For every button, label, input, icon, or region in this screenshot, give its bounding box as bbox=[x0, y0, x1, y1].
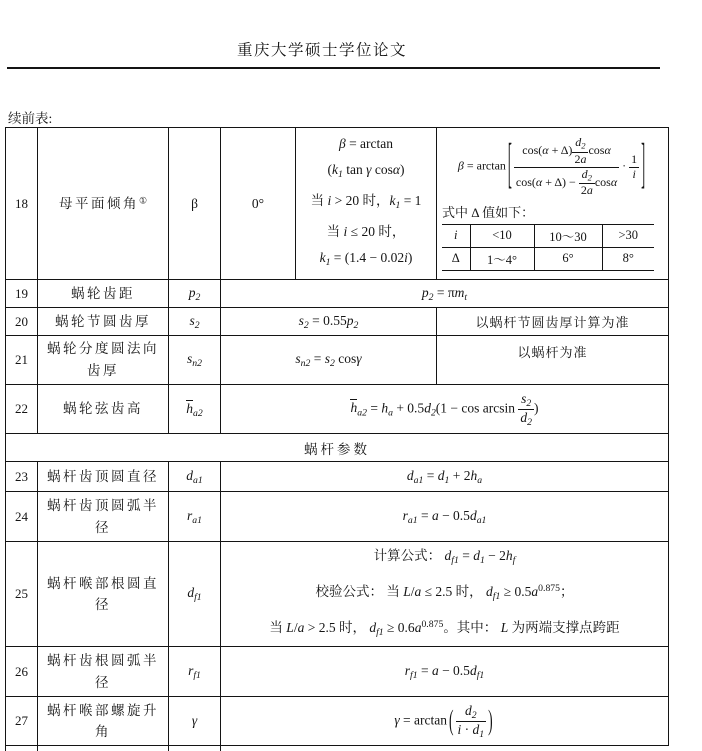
parameter-table bbox=[5, 127, 669, 751]
formula-line: 校验公式： 当 L/a ≤ 2.5 时， $d_{f1} \ge 0.5a^{0.875}$； bbox=[315, 582, 574, 602]
table-row-18 bbox=[6, 128, 669, 280]
param-symbol: β bbox=[169, 128, 221, 280]
partial-cell bbox=[437, 746, 669, 751]
param-name: 齿厚 bbox=[87, 363, 119, 378]
row-number: 24 bbox=[6, 492, 38, 542]
page-title: 重庆大学硕士学位论文 bbox=[236, 42, 407, 59]
remark-cell: 以蜗杆为准 bbox=[437, 336, 669, 385]
param-symbol: $p_2$ bbox=[169, 280, 221, 308]
param-name: 径 bbox=[95, 674, 111, 690]
row-number: 22 bbox=[6, 385, 38, 434]
delta-header-gt30: >30 bbox=[602, 224, 654, 247]
partial-cell bbox=[221, 746, 296, 751]
row-number: 21 bbox=[6, 336, 38, 385]
param-name: 蜗轮齿距 bbox=[71, 285, 135, 301]
param-name-cell bbox=[38, 542, 169, 647]
remark-cell: 以蜗杆节圆齿厚计算为准 bbox=[437, 308, 669, 336]
param-name: 蜗杆喉部根圆直 bbox=[47, 575, 159, 591]
row-number: 27 bbox=[6, 697, 38, 746]
delta-table-header-row bbox=[442, 224, 654, 247]
delta-table bbox=[442, 224, 654, 271]
param-symbol: $d_{f1}$ bbox=[169, 542, 221, 647]
row-number: 23 bbox=[6, 462, 38, 492]
formula-line: 当 i > 20 时，$k_1 = 1$ bbox=[310, 193, 422, 211]
delta-values-note: 式中 Δ 值如下： bbox=[442, 204, 535, 220]
param-symbol: γ bbox=[169, 697, 221, 746]
row-number: 20 bbox=[6, 308, 38, 336]
delta-header-lt10: <10 bbox=[470, 224, 534, 247]
param-symbol: $s_2$ bbox=[169, 308, 221, 336]
formula-cell: γ = arctan ( $\frac{d_2}{i \cdot d_1}$ ) bbox=[221, 697, 669, 746]
formula-line: ($k_1$ tan γ cosα) bbox=[327, 162, 405, 181]
param-name: 径 bbox=[95, 597, 111, 613]
param-name: 蜗轮分度圆法向 bbox=[47, 341, 159, 357]
param-symbol: $h_{a2}$ bbox=[169, 385, 221, 434]
formula-cell: $s_{n2} = s_2$ cosγ bbox=[221, 336, 437, 385]
beta-initial-value: 0° bbox=[221, 128, 296, 280]
formula-line: β = arctan bbox=[338, 136, 394, 152]
delta-label: Δ bbox=[442, 247, 470, 270]
param-name-cell bbox=[38, 336, 169, 385]
partial-cell bbox=[6, 746, 38, 751]
table-row-19 bbox=[6, 280, 669, 308]
section-header-row bbox=[6, 434, 669, 462]
param-name-cell bbox=[38, 385, 169, 434]
param-name-cell bbox=[38, 697, 169, 746]
formula-cell: $r_{f1} = a - 0.5d_{f1}$ bbox=[221, 647, 669, 697]
footnote-marker: ① bbox=[138, 195, 148, 206]
param-symbol: $s_{n2}$ bbox=[169, 336, 221, 385]
param-name: 母平面倾角① bbox=[58, 195, 148, 211]
delta-value-2: 6° bbox=[534, 247, 602, 270]
formula-cell: $d_{a1} = d_1 + 2h_a$ bbox=[221, 462, 669, 492]
row-number: 26 bbox=[6, 647, 38, 697]
param-name: 角 bbox=[95, 724, 111, 740]
row-number: 18 bbox=[6, 128, 38, 280]
row-number: 25 bbox=[6, 542, 38, 647]
partial-cell bbox=[38, 746, 169, 751]
param-name: 蜗轮弦齿高 bbox=[63, 401, 143, 417]
param-name: 蜗轮节圆齿厚 bbox=[55, 313, 151, 329]
table-row-23 bbox=[6, 462, 669, 492]
partial-cell bbox=[169, 746, 221, 751]
param-name: 径 bbox=[95, 519, 111, 535]
table-row-27 bbox=[6, 697, 669, 746]
delta-header-10to30: 10～30 bbox=[534, 224, 602, 247]
beta-full-formula-cell bbox=[437, 128, 669, 280]
beta-k-formula-cell bbox=[296, 128, 437, 280]
delta-value-1: 1～4° bbox=[470, 247, 534, 270]
partial-cell bbox=[296, 746, 437, 751]
param-name-cell bbox=[38, 647, 169, 697]
table-row-24 bbox=[6, 492, 669, 542]
formula-line: $k_1 = (1.4 - 0.02i)$ bbox=[319, 249, 413, 268]
param-name-cell bbox=[38, 308, 169, 336]
formula-line: 当 L/a > 2.5 时， $d_{f1} \ge 0.6a^{0.875}$。其中： L 为两端支撑点跨距 bbox=[269, 618, 620, 638]
param-name-cell bbox=[38, 128, 169, 280]
param-name: 蜗杆齿顶圆直径 bbox=[47, 468, 159, 484]
param-name-cell bbox=[38, 280, 169, 308]
formula-cell: $h_{a2} = h_a + 0.5d_2(1 - \cos \arcsin$ $\frac{s_2}{d_2}$ ) bbox=[221, 385, 669, 434]
param-name-cell bbox=[38, 462, 169, 492]
param-name: 蜗杆齿根圆弧半 bbox=[47, 653, 159, 669]
delta-header-i: i bbox=[442, 224, 470, 247]
partial-next-row bbox=[6, 746, 669, 751]
table-row-20 bbox=[6, 308, 669, 336]
table-row-22 bbox=[6, 385, 669, 434]
header-rule bbox=[7, 67, 660, 69]
table-row-25 bbox=[6, 542, 669, 647]
formula-cell: $p_2 = \pi m_t$ bbox=[221, 280, 669, 308]
param-symbol: $r_{f1}$ bbox=[169, 647, 221, 697]
table-row-26 bbox=[6, 647, 669, 697]
table-row-21 bbox=[6, 336, 669, 385]
param-name-cell bbox=[38, 492, 169, 542]
continuation-note: 续前表: bbox=[8, 111, 53, 126]
formula-line: 当 i ≤ 20 时， bbox=[326, 223, 406, 239]
formula-cell: $r_{a1} = a - 0.5d_{a1}$ bbox=[221, 492, 669, 542]
row-number: 19 bbox=[6, 280, 38, 308]
param-symbol: $r_{a1}$ bbox=[169, 492, 221, 542]
param-name: 蜗杆齿顶圆弧半 bbox=[47, 497, 159, 513]
param-name: 蜗杆喉部螺旋升 bbox=[47, 702, 159, 718]
section-title: 蜗杆参数 bbox=[6, 434, 669, 462]
delta-table-value-row bbox=[442, 247, 654, 270]
delta-value-3: 8° bbox=[602, 247, 654, 270]
formula-cell: $s_2 = 0.55p_2$ bbox=[221, 308, 437, 336]
beta-arctan-formula: β = arctan [ cos(α + Δ) $\frac{d_2}{2a}$ cosα cos(α + Δ) − $\frac{d_2}{2a}$ cosα · $\frac{1}{i}$ ] bbox=[457, 130, 646, 197]
param-symbol: $d_{a1}$ bbox=[169, 462, 221, 492]
formula-cell bbox=[221, 542, 669, 647]
formula-line: 计算公式： $d_{f1} = d_1 - 2h_f$ bbox=[373, 548, 516, 566]
